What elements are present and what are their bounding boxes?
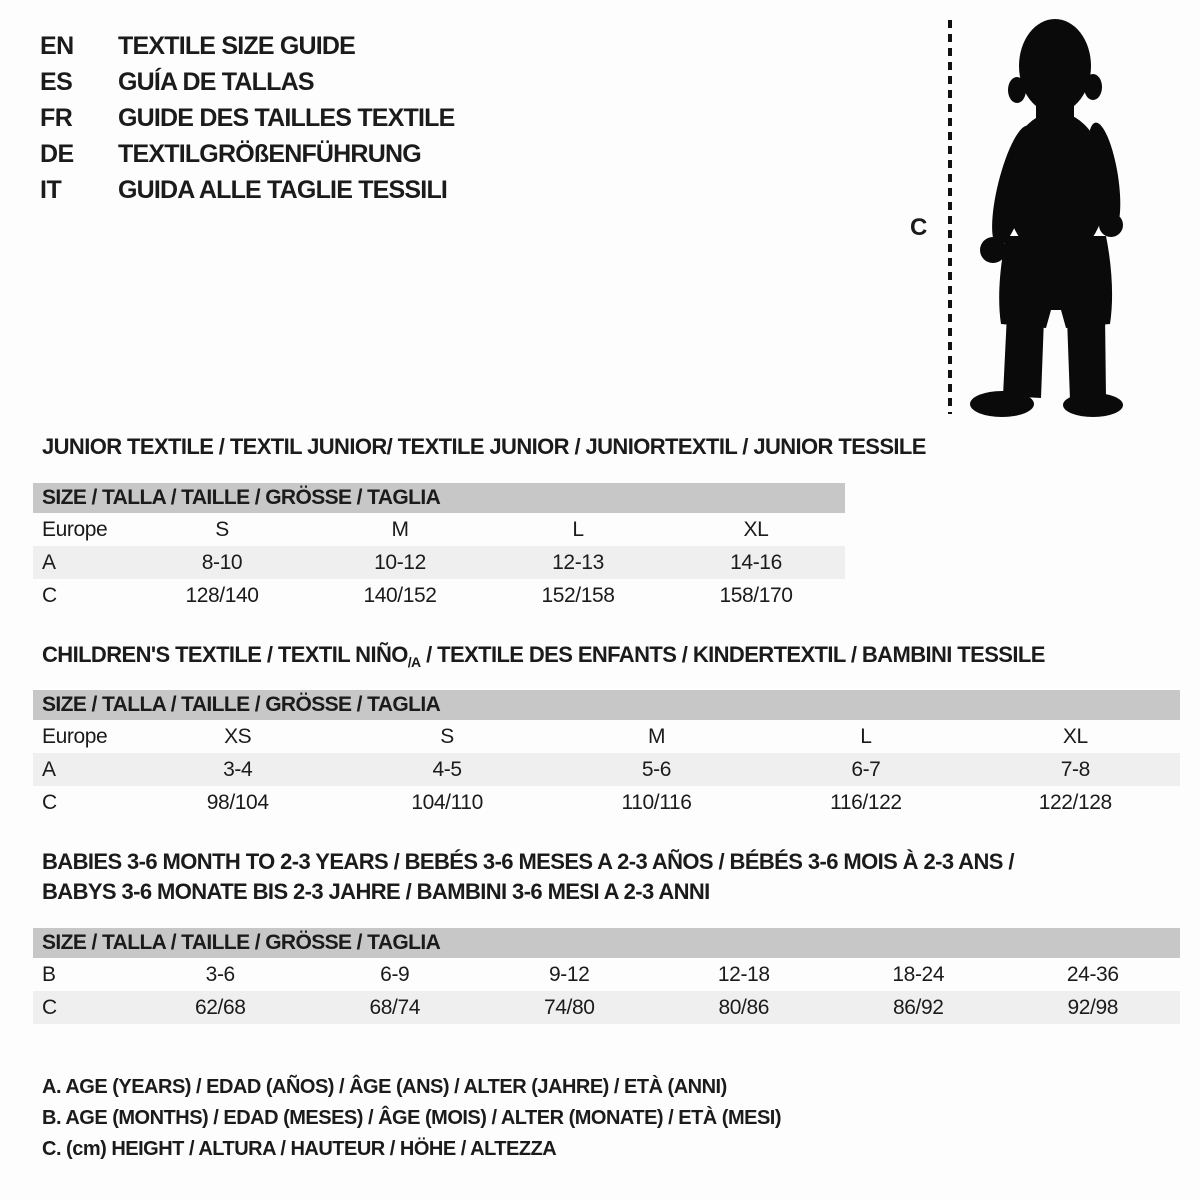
table-row-b [33, 958, 1180, 991]
row-label: B [42, 962, 56, 986]
size-table-header [33, 928, 1180, 958]
row-label: Europe [42, 517, 108, 541]
table-row-c [33, 991, 1180, 1024]
table-cell: 5-6 [641, 757, 672, 781]
table-cell: 68/74 [369, 995, 421, 1019]
table-cell: 10-12 [374, 550, 426, 574]
language-row-en [40, 28, 455, 64]
size-table-header-label: SIZE / TALLA / TAILLE / GRÖSSE / TAGLIA [42, 693, 441, 716]
language-title: TEXTILGRÖßENFÜHRUNG [118, 140, 421, 168]
language-code: EN [40, 32, 74, 60]
table-cell: 110/116 [621, 790, 692, 814]
table-cell: 122/128 [1038, 790, 1112, 814]
language-code: IT [40, 176, 62, 204]
table-row-c [33, 786, 1180, 819]
table-cell: L [572, 517, 584, 541]
table-cell: S [440, 724, 454, 748]
table-cell: 3-4 [223, 757, 253, 781]
toddler-silhouette-icon [900, 14, 1150, 419]
table-cell: 152/158 [541, 583, 615, 607]
table-row-a [33, 753, 1180, 786]
row-label: A [42, 550, 56, 574]
table-row-europe [33, 513, 845, 546]
row-label: C [42, 995, 57, 1019]
language-title: GUIDE DES TAILLES TEXTILE [118, 104, 455, 132]
legend-line-b: B. AGE (MONTHS) / EDAD (MESES) / ÂGE (MOIS) / ALTER (MONATE) / ETÀ (MESI) [42, 1107, 782, 1129]
table-cell: 92/98 [1067, 995, 1119, 1019]
table-cell: 104/110 [411, 790, 483, 814]
language-row-fr [40, 100, 455, 136]
language-code: FR [40, 104, 73, 132]
row-label: C [42, 790, 57, 814]
table-cell: 140/152 [363, 583, 437, 607]
legend-line-a: A. AGE (YEARS) / EDAD (AÑOS) / ÂGE (ANS) / ALTER (JAHRE) / ETÀ (ANNI) [42, 1076, 727, 1098]
babies-size-table [33, 928, 1180, 1024]
table-cell: XL [1062, 724, 1088, 748]
table-row-a [33, 546, 845, 579]
table-cell: 7-8 [1060, 757, 1090, 781]
language-code: ES [40, 68, 73, 96]
table-cell: 24-36 [1066, 962, 1119, 986]
children-title-sub: /A [407, 654, 421, 670]
table-cell: 12-18 [717, 962, 770, 986]
table-cell: 6-9 [380, 962, 410, 986]
table-cell: 98/104 [206, 790, 269, 814]
language-title: GUIDA ALLE TAGLIE TESSILI [118, 176, 448, 204]
table-cell: 18-24 [892, 962, 945, 986]
children-title-pre: CHILDREN'S TEXTILE / TEXTIL NIÑO [42, 642, 408, 667]
language-list [40, 28, 455, 208]
table-cell: M [647, 724, 666, 748]
table-cell: 4-5 [432, 757, 462, 781]
table-cell: 6-7 [851, 757, 881, 781]
table-cell: 116/122 [830, 790, 902, 814]
legend-line-c: C. (cm) HEIGHT / ALTURA / HAUTEUR / HÖHE / ALTEZZA [42, 1138, 557, 1160]
size-table-header-label: SIZE / TALLA / TAILLE / GRÖSSE / TAGLIA [42, 931, 441, 954]
table-cell: M [391, 517, 409, 541]
size-table-header [33, 483, 845, 513]
table-cell: 3-6 [205, 962, 235, 986]
table-cell: 14-16 [730, 550, 782, 574]
row-label: Europe [42, 724, 108, 748]
table-cell: 12-13 [552, 550, 604, 574]
children-section-title [42, 642, 1045, 670]
table-cell: 158/170 [719, 583, 793, 607]
table-cell: 62/68 [194, 995, 246, 1019]
table-cell: 128/140 [185, 583, 259, 607]
junior-section-title: JUNIOR TEXTILE / TEXTIL JUNIOR/ TEXTILE JUNIOR / JUNIORTEXTIL / JUNIOR TESSILE [42, 434, 926, 459]
language-row-es [40, 64, 455, 100]
table-row-europe [33, 720, 1180, 753]
table-cell: XL [743, 517, 769, 541]
junior-size-table [33, 483, 845, 612]
children-title-post: / TEXTILE DES ENFANTS / KINDERTEXTIL / BAMBINI TESSILE [420, 642, 1045, 667]
measure-label-c: C [910, 214, 928, 241]
row-label: C [42, 583, 57, 607]
table-cell: 80/86 [718, 995, 770, 1019]
language-row-it [40, 172, 455, 208]
size-table-header-label: SIZE / TALLA / TAILLE / GRÖSSE / TAGLIA [42, 486, 441, 509]
language-row-de [40, 136, 455, 172]
table-cell: 9-12 [549, 962, 590, 986]
table-cell: 86/92 [892, 995, 944, 1019]
table-cell: 8-10 [201, 550, 243, 574]
table-cell: L [860, 724, 872, 748]
language-title: TEXTILE SIZE GUIDE [118, 32, 356, 60]
measure-legend [42, 1072, 781, 1165]
row-label: A [42, 757, 56, 781]
language-code: DE [40, 140, 74, 168]
size-table-header [33, 690, 1180, 720]
table-cell: XS [224, 724, 252, 748]
children-size-table [33, 690, 1180, 819]
table-row-c [33, 579, 845, 612]
table-cell: S [215, 517, 229, 541]
language-title: GUÍA DE TALLAS [118, 68, 314, 96]
table-cell: 74/80 [543, 995, 595, 1019]
babies-section-title-line2: BABYS 3-6 MONATE BIS 2-3 JAHRE / BAMBINI 3-6 MESI A 2-3 ANNI [42, 879, 710, 904]
babies-section-title-line1: BABIES 3-6 MONTH TO 2-3 YEARS / BEBÉS 3-6 MESES A 2-3 AÑOS / BÉBÉS 3-6 MOIS À 2-3 ANS / [42, 849, 1014, 874]
